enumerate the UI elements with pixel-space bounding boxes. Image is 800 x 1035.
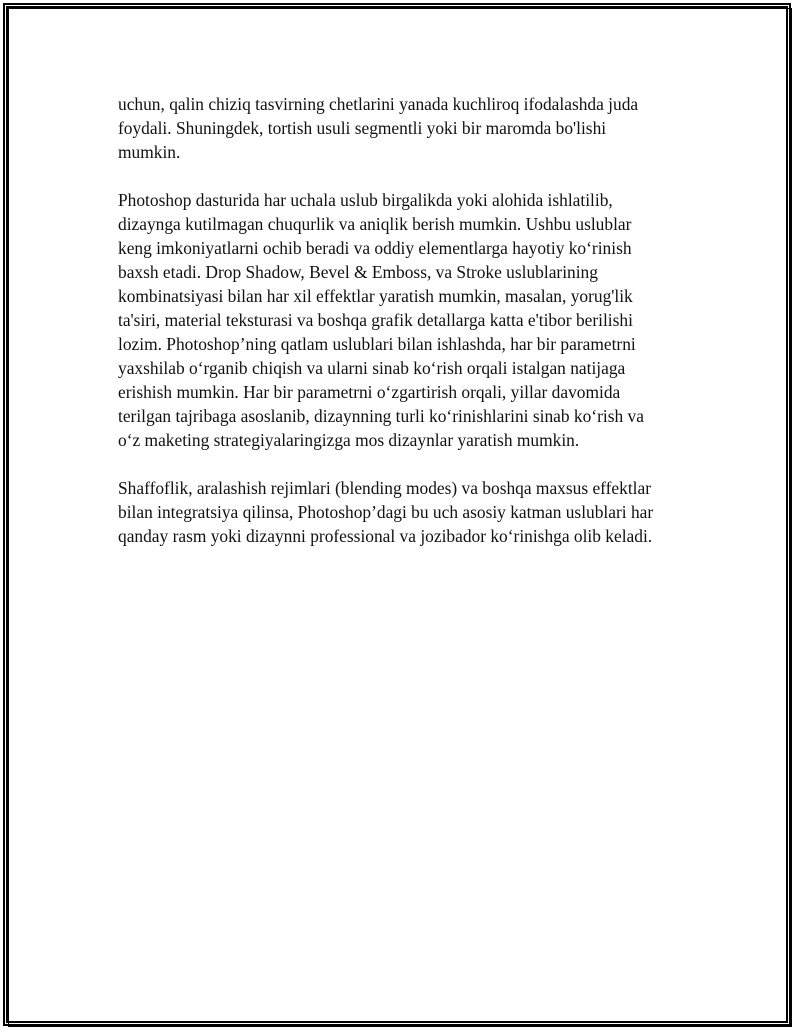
paragraph-line: Shaffoflik, aralashish rejimlari (blending modes) va boshqa maxsus effektlar: [118, 478, 652, 498]
paragraph-line: yaxshilab o‘rganib chiqish va ularni sinab ko‘rish orqali istalgan natijaga: [118, 358, 626, 378]
paragraph-line: baxsh etadi. Drop Shadow, Bevel & Emboss, va Stroke uslublarining: [118, 262, 598, 282]
paragraph-1: [118, 92, 698, 164]
paragraph-line: keng imkoniyatlarni ochib beradi va oddiy elementlarga hayotiy ko‘rinish: [118, 238, 632, 258]
paragraph-line: kombinatsiyasi bilan har xil effektlar yaratish mumkin, masalan, yorug'lik: [118, 286, 633, 306]
paragraph-line: bilan integratsiya qilinsa, Photoshop’dagi bu uch asosiy katman uslublari har: [118, 502, 654, 522]
paragraph-line: terilgan tajribaga asoslanib, dizaynning turli ko‘rinishlarini sinab ko‘rish va: [118, 406, 644, 426]
paragraph-line: ta'siri, material teksturasi va boshqa grafik detallarga katta e'tibor berilishi: [118, 310, 633, 330]
paragraph-2: [118, 188, 698, 452]
paragraph-line: dizaynga kutilmagan chuqurlik va aniqlik berish mumkin. Ushbu uslublar: [118, 214, 632, 234]
paragraph-line: foydali. Shuningdek, tortish usuli segmentli yoki bir maromda bo'lishi: [118, 118, 607, 138]
paragraph-line: qanday rasm yoki dizaynni professional va jozibador ko‘rinishga olib keladi.: [118, 526, 653, 546]
paragraph-line: Photoshop dasturida har uchala uslub birgalikda yoki alohida ishlatilib,: [118, 190, 613, 210]
paragraph-line: mumkin.: [118, 142, 181, 162]
paragraph-line: lozim. Photoshop’ning qatlam uslublari bilan ishlashda, har bir parametrni: [118, 334, 636, 354]
paragraph-line: o‘z maketing strategiyalaringizga mos dizaynlar yaratish mumkin.: [118, 430, 580, 450]
paragraph-line: uchun, qalin chiziq tasvirning chetlarini yanada kuchliroq ifodalashda juda: [118, 94, 639, 114]
paragraph-3: [118, 476, 698, 548]
paragraph-line: erishish mumkin. Har bir parametrni o‘zgartirish orqali, yillar davomida: [118, 382, 621, 402]
document-body: [118, 92, 698, 572]
